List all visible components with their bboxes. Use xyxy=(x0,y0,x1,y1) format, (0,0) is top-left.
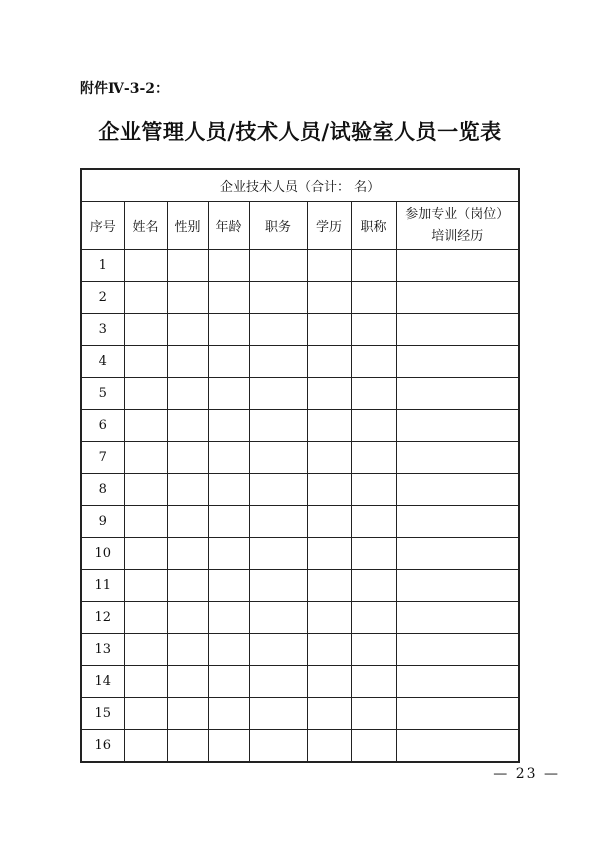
cell-age[interactable] xyxy=(208,666,249,698)
cell-position[interactable] xyxy=(249,314,307,346)
header-position: 职务 xyxy=(249,202,307,250)
table-row xyxy=(81,346,519,378)
table-row xyxy=(81,250,519,282)
cell-training[interactable] xyxy=(396,282,519,314)
cell-gender[interactable] xyxy=(167,730,208,763)
cell-education[interactable] xyxy=(307,602,351,634)
cell-education[interactable] xyxy=(307,666,351,698)
row-index: 8 xyxy=(81,474,124,506)
cell-training[interactable] xyxy=(396,250,519,282)
cell-title[interactable] xyxy=(351,346,396,378)
cell-title[interactable] xyxy=(351,730,396,763)
cell-gender[interactable] xyxy=(167,634,208,666)
cell-age[interactable] xyxy=(208,506,249,538)
table-row xyxy=(81,730,519,763)
table-row xyxy=(81,634,519,666)
cell-training[interactable] xyxy=(396,666,519,698)
cell-position[interactable] xyxy=(249,378,307,410)
header-training-line2: 培训经历 xyxy=(431,228,484,244)
cell-gender[interactable] xyxy=(167,506,208,538)
row-index: 14 xyxy=(81,666,124,698)
cell-title[interactable] xyxy=(351,506,396,538)
table-body xyxy=(81,250,519,763)
cell-age[interactable] xyxy=(208,282,249,314)
table-row xyxy=(81,282,519,314)
cell-training[interactable] xyxy=(396,730,519,763)
cell-gender[interactable] xyxy=(167,474,208,506)
cell-name[interactable] xyxy=(124,410,167,442)
cell-title[interactable] xyxy=(351,378,396,410)
cell-name[interactable] xyxy=(124,442,167,474)
cell-position[interactable] xyxy=(249,506,307,538)
cell-name[interactable] xyxy=(124,378,167,410)
personnel-table xyxy=(80,168,520,763)
cell-age[interactable] xyxy=(208,250,249,282)
cell-title[interactable] xyxy=(351,250,396,282)
cell-name[interactable] xyxy=(124,474,167,506)
cell-title[interactable] xyxy=(351,314,396,346)
cell-training[interactable] xyxy=(396,378,519,410)
cell-name[interactable] xyxy=(124,570,167,602)
row-index: 5 xyxy=(81,378,124,410)
header-title: 职称 xyxy=(351,202,396,250)
table-header-row xyxy=(81,202,519,250)
page-number: — 23 — xyxy=(493,766,560,782)
row-index: 1 xyxy=(81,250,124,282)
cell-name[interactable] xyxy=(124,634,167,666)
table-row xyxy=(81,410,519,442)
cell-education[interactable] xyxy=(307,442,351,474)
cell-position[interactable] xyxy=(249,634,307,666)
table-row xyxy=(81,378,519,410)
cell-age[interactable] xyxy=(208,378,249,410)
cell-title[interactable] xyxy=(351,410,396,442)
row-index: 9 xyxy=(81,506,124,538)
cell-training[interactable] xyxy=(396,410,519,442)
cell-name[interactable] xyxy=(124,538,167,570)
table-row xyxy=(81,474,519,506)
header-training xyxy=(396,202,519,250)
cell-position[interactable] xyxy=(249,602,307,634)
cell-name[interactable] xyxy=(124,506,167,538)
cell-age[interactable] xyxy=(208,730,249,763)
table-row xyxy=(81,570,519,602)
cell-gender[interactable] xyxy=(167,538,208,570)
cell-name[interactable] xyxy=(124,346,167,378)
table-row xyxy=(81,506,519,538)
cell-position[interactable] xyxy=(249,570,307,602)
cell-gender[interactable] xyxy=(167,250,208,282)
header-age: 年龄 xyxy=(208,202,249,250)
cell-education[interactable] xyxy=(307,570,351,602)
cell-education[interactable] xyxy=(307,634,351,666)
cell-education[interactable] xyxy=(307,282,351,314)
table-row xyxy=(81,698,519,730)
cell-training[interactable] xyxy=(396,698,519,730)
cell-title[interactable] xyxy=(351,442,396,474)
header-name: 姓名 xyxy=(124,202,167,250)
cell-education[interactable] xyxy=(307,506,351,538)
cell-education[interactable] xyxy=(307,410,351,442)
cell-position[interactable] xyxy=(249,474,307,506)
cell-name[interactable] xyxy=(124,666,167,698)
cell-title[interactable] xyxy=(351,666,396,698)
table-caption: 企业技术人员（合计： 名） xyxy=(81,169,519,202)
row-index: 13 xyxy=(81,634,124,666)
row-index: 12 xyxy=(81,602,124,634)
cell-gender[interactable] xyxy=(167,410,208,442)
cell-name[interactable] xyxy=(124,314,167,346)
cell-training[interactable] xyxy=(396,442,519,474)
cell-gender[interactable] xyxy=(167,282,208,314)
cell-gender[interactable] xyxy=(167,666,208,698)
cell-gender[interactable] xyxy=(167,602,208,634)
cell-education[interactable] xyxy=(307,346,351,378)
table-row xyxy=(81,442,519,474)
cell-gender[interactable] xyxy=(167,442,208,474)
cell-name[interactable] xyxy=(124,282,167,314)
row-index: 3 xyxy=(81,314,124,346)
document-title: 企业管理人员/技术人员/试验室人员一览表 xyxy=(98,119,502,144)
cell-gender[interactable] xyxy=(167,378,208,410)
row-index: 4 xyxy=(81,346,124,378)
cell-training[interactable] xyxy=(396,634,519,666)
header-gender: 性别 xyxy=(167,202,208,250)
cell-training[interactable] xyxy=(396,602,519,634)
cell-training[interactable] xyxy=(396,538,519,570)
row-index: 2 xyxy=(81,282,124,314)
cell-position[interactable] xyxy=(249,282,307,314)
cell-age[interactable] xyxy=(208,570,249,602)
row-index: 11 xyxy=(81,570,124,602)
row-index: 16 xyxy=(81,730,124,763)
attachment-label: 附件Ⅳ-3-2： xyxy=(80,81,169,97)
row-index: 6 xyxy=(81,410,124,442)
cell-training[interactable] xyxy=(396,474,519,506)
cell-training[interactable] xyxy=(396,346,519,378)
cell-position[interactable] xyxy=(249,250,307,282)
cell-title[interactable] xyxy=(351,570,396,602)
cell-education[interactable] xyxy=(307,698,351,730)
cell-training[interactable] xyxy=(396,506,519,538)
cell-age[interactable] xyxy=(208,314,249,346)
cell-gender[interactable] xyxy=(167,570,208,602)
row-index: 10 xyxy=(81,538,124,570)
cell-title[interactable] xyxy=(351,698,396,730)
table-row xyxy=(81,538,519,570)
table-row xyxy=(81,602,519,634)
cell-position[interactable] xyxy=(249,666,307,698)
header-training-line1: 参加专业（岗位） xyxy=(405,206,510,222)
cell-title[interactable] xyxy=(351,538,396,570)
cell-position[interactable] xyxy=(249,730,307,763)
table-row xyxy=(81,314,519,346)
cell-gender[interactable] xyxy=(167,314,208,346)
cell-title[interactable] xyxy=(351,282,396,314)
cell-age[interactable] xyxy=(208,346,249,378)
cell-education[interactable] xyxy=(307,474,351,506)
row-index: 7 xyxy=(81,442,124,474)
table-caption-row xyxy=(81,169,519,202)
cell-title[interactable] xyxy=(351,634,396,666)
cell-position[interactable] xyxy=(249,538,307,570)
cell-education[interactable] xyxy=(307,378,351,410)
cell-title[interactable] xyxy=(351,602,396,634)
row-index: 15 xyxy=(81,698,124,730)
cell-age[interactable] xyxy=(208,538,249,570)
cell-name[interactable] xyxy=(124,602,167,634)
cell-age[interactable] xyxy=(208,634,249,666)
cell-age[interactable] xyxy=(208,410,249,442)
cell-education[interactable] xyxy=(307,314,351,346)
cell-age[interactable] xyxy=(208,474,249,506)
cell-training[interactable] xyxy=(396,314,519,346)
cell-education[interactable] xyxy=(307,730,351,763)
cell-education[interactable] xyxy=(307,250,351,282)
cell-training[interactable] xyxy=(396,570,519,602)
cell-name[interactable] xyxy=(124,250,167,282)
cell-education[interactable] xyxy=(307,538,351,570)
header-index: 序号 xyxy=(81,202,124,250)
cell-position[interactable] xyxy=(249,346,307,378)
cell-gender[interactable] xyxy=(167,698,208,730)
cell-name[interactable] xyxy=(124,730,167,763)
cell-position[interactable] xyxy=(249,410,307,442)
cell-age[interactable] xyxy=(208,602,249,634)
cell-gender[interactable] xyxy=(167,346,208,378)
header-education: 学历 xyxy=(307,202,351,250)
cell-position[interactable] xyxy=(249,442,307,474)
cell-age[interactable] xyxy=(208,698,249,730)
cell-title[interactable] xyxy=(351,474,396,506)
table-row xyxy=(81,666,519,698)
cell-age[interactable] xyxy=(208,442,249,474)
cell-name[interactable] xyxy=(124,698,167,730)
cell-position[interactable] xyxy=(249,698,307,730)
